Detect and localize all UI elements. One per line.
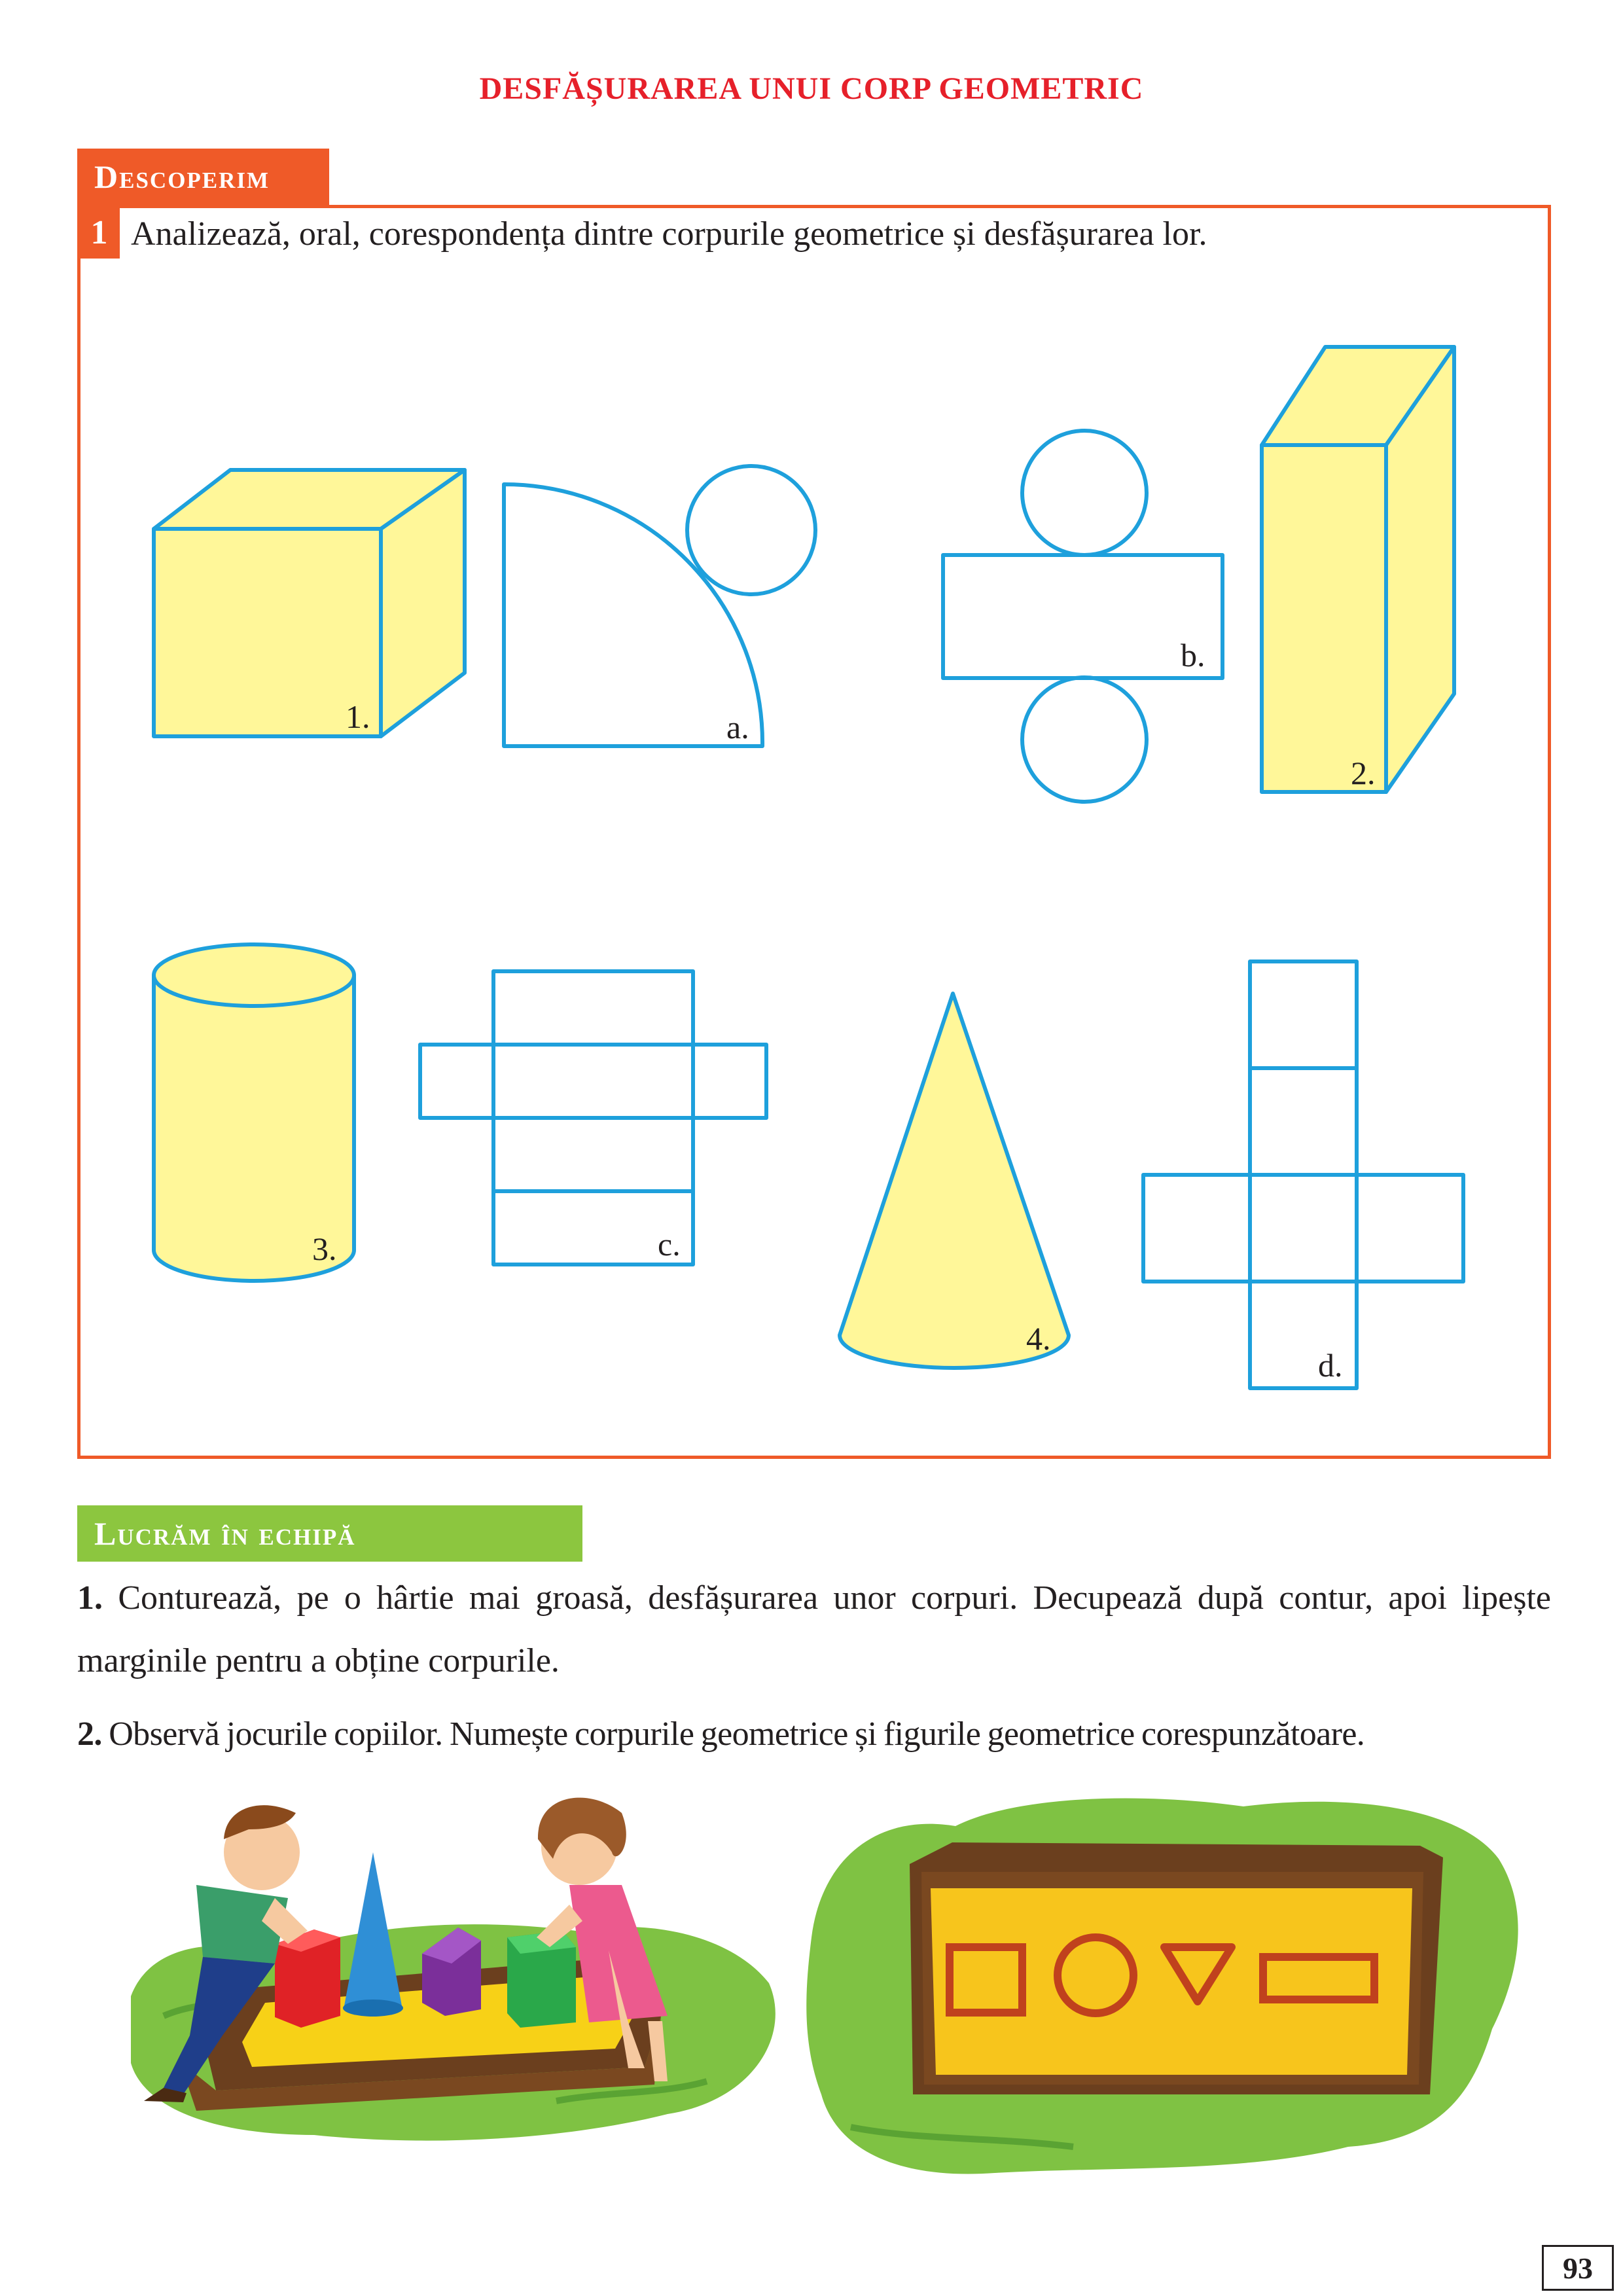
label-net-d: d.: [1318, 1347, 1343, 1384]
discover-tag: Descoperim: [77, 149, 329, 205]
label-net-b: b.: [1181, 637, 1205, 673]
label-net-a: a.: [726, 709, 749, 745]
team-item-2-number: 2.: [77, 1715, 102, 1753]
label-net-c: c.: [658, 1226, 681, 1263]
exercise-number: 1: [79, 206, 120, 259]
label-cube: 1.: [346, 698, 370, 735]
page-title: DESFĂȘURAREA UNUI CORP GEOMETRIC: [479, 71, 1144, 106]
team-item-1-text: Conturează, pe o hârtie mai groasă, desfășurarea unor corpuri. Decupează după contur, apoi lipește marginile pentru a obține corpurile.: [77, 1579, 1551, 1679]
label-prism: 2.: [1351, 755, 1376, 791]
label-cylinder: 3.: [312, 1230, 337, 1267]
page-number: 93: [1542, 2245, 1614, 2291]
team-tag: Lucrăm în echipă: [77, 1505, 582, 1562]
team-item-1-number: 1.: [77, 1579, 103, 1617]
exercise-instruction: Analizează, oral, corespondența dintre corpurile geometrice și desfășurarea lor.: [131, 215, 1207, 253]
team-item-2-text: Observă jocurile copiilor. Numește corpurile geometrice și figurile geometrice corespunzătoare.: [109, 1715, 1365, 1753]
label-cone: 4.: [1026, 1320, 1051, 1357]
